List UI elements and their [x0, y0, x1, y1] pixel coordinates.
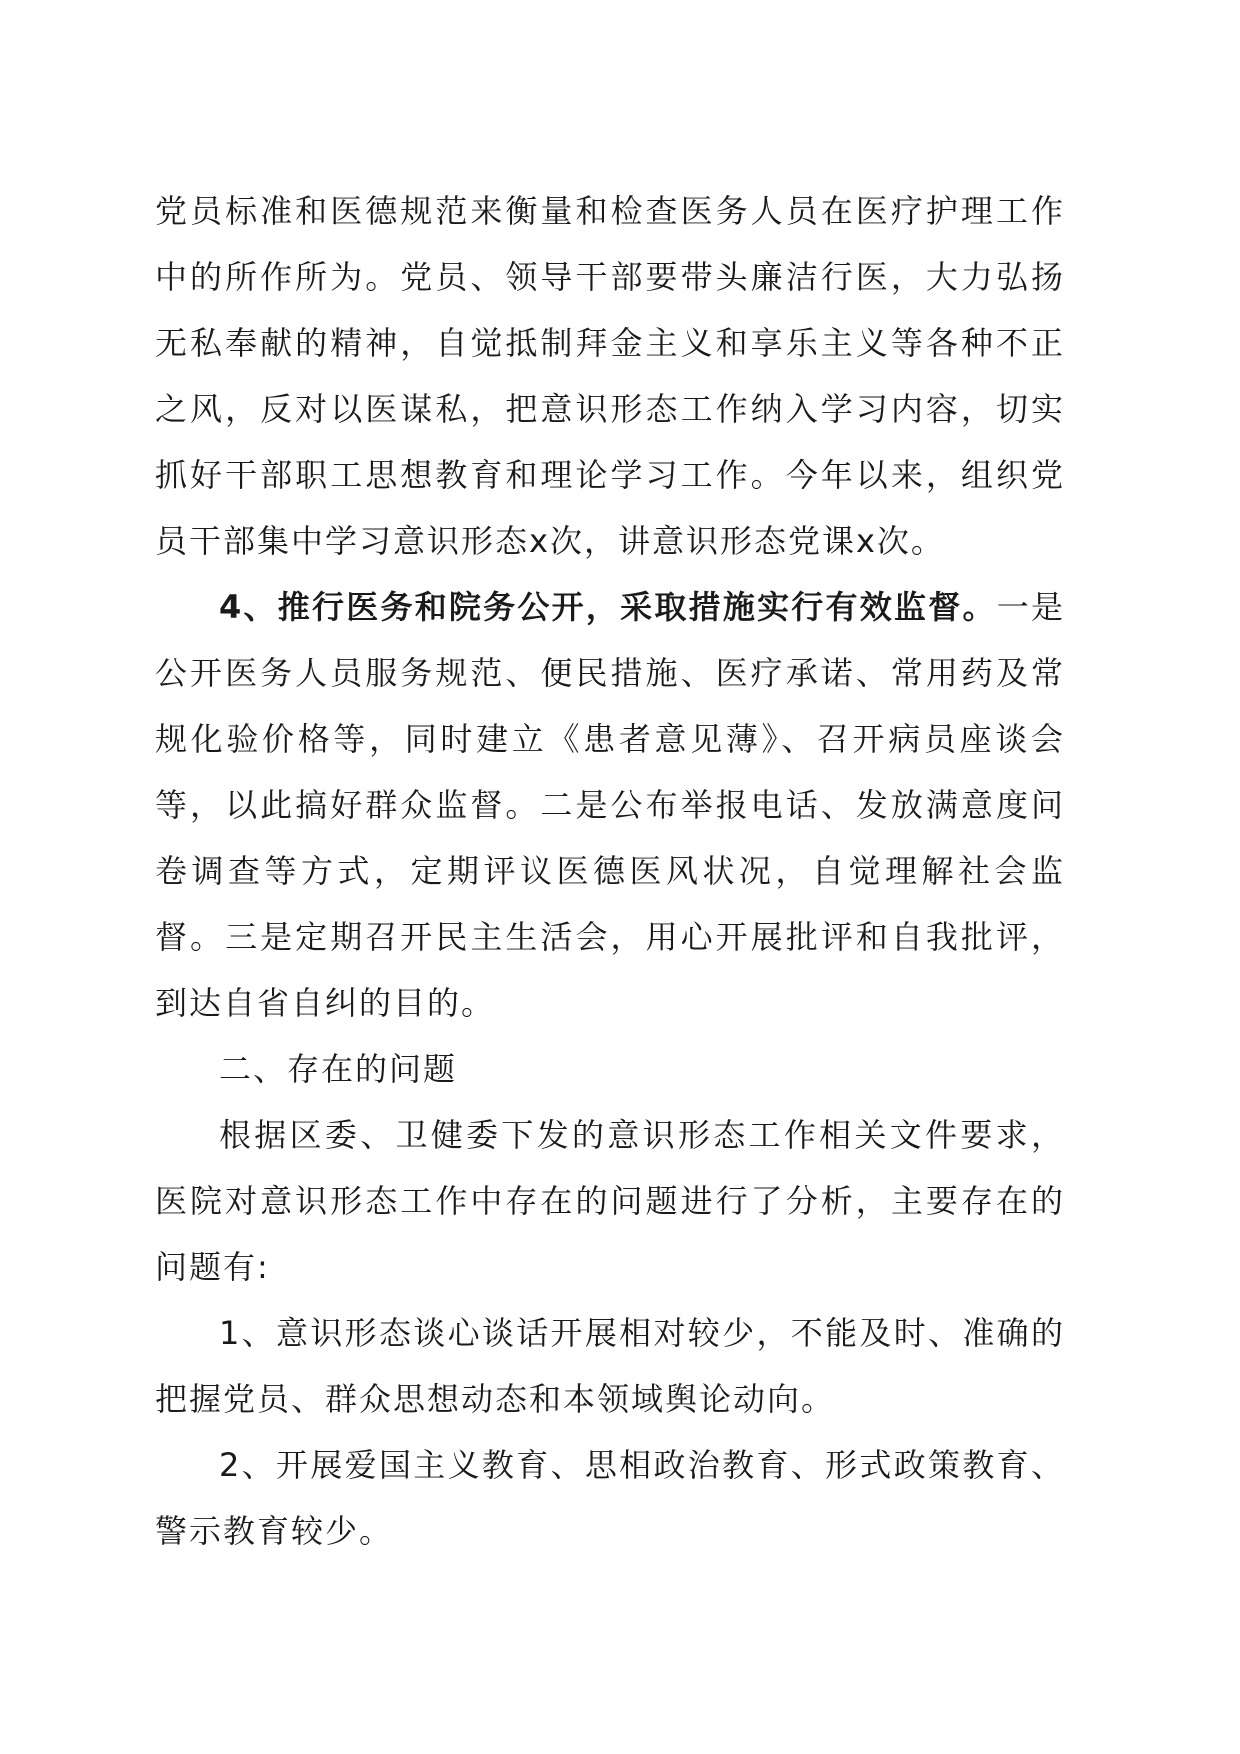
section-heading-problems: 二、存在的问题 [219, 1050, 458, 1088]
paragraph-item-4 [155, 574, 1065, 1036]
item-4-body: 一是公开医务人员服务规范、便民措施、医疗承诺、常用药及常规化验价格等，同时建立《患者意见薄》、召开病员座谈会等，以此搞好群众监督。二是公布举报电话、发放满意度问卷调查等方式，定期评议医德医风状况，自觉理解社会监督。三是定期召开民主生活会，用心开展批评和自我批评，到达自省自纠的目的。 [155, 588, 1065, 1022]
paragraph-problems-intro: 根据区委、卫健委下发的意识形态工作相关文件要求，医院对意识形态工作中存在的问题进行了分析，主要存在的问题有: [155, 1116, 1065, 1286]
document-body [155, 178, 1065, 1564]
paragraph-problem-2: 2、开展爱国主义教育、思相政治教育、形式政策教育、警示教育较少。 [155, 1446, 1065, 1550]
paragraph-problem-1: 1、意识形态谈心谈话开展相对较少，不能及时、准确的把握党员、群众思想动态和本领域舆论动向。 [155, 1314, 1065, 1418]
item-4-bold-lead: 4、推行医务和院务公开，采取措施实行有效监督。 [219, 588, 997, 626]
paragraph-continuation: 党员标准和医德规范来衡量和检查医务人员在医疗护理工作中的所作所为。党员、领导干部要带头廉洁行医，大力弘扬无私奉献的精神，自觉抵制拜金主义和享乐主义等各种不正之风，反对以医谋私，把意识形态工作纳入学习内容，切实抓好干部职工思想教育和理论学习工作。今年以来，组织党员干部集中学习意识形态x次，讲意识形态党课x次。 [155, 192, 1065, 560]
